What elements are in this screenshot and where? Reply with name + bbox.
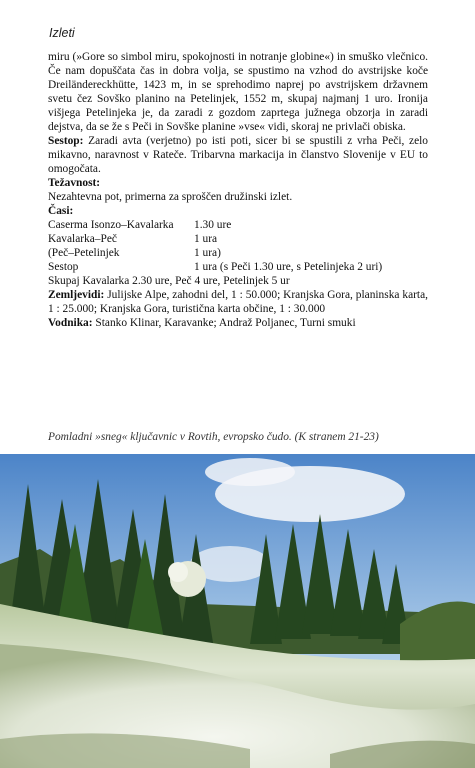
- time-place: Kavalarka–Peč: [48, 233, 117, 245]
- sestop-text: Zaradi avta (verjetno) po isti poti, sicer bi se spustili z vrha Peči, zelo mikavno, naravnost v Rateče. Tribarvna markacija in članstvo Slovenije v EU to omogočata.: [48, 135, 428, 175]
- vodnika-text: Stanko Klinar, Karavanke; Andraž Poljanec, Turni smuki: [92, 317, 356, 329]
- photo-caption: Pomladni »sneg« ključavnic v Rovtih, evropsko čudo. (K stranem 21-23): [48, 431, 379, 443]
- times-table: [48, 218, 428, 288]
- zemljevidi-text: Julijske Alpe, zahodni del, 1 : 50.000; Kranjska Gora, planinska karta, 1 : 25.000; Kranjska Gora, turistična karta občine, 1 : 30.000: [48, 289, 428, 315]
- sestop-label: Sestop:: [48, 135, 84, 147]
- time-row: [48, 232, 428, 246]
- times-total: Skupaj Kavalarka 2.30 ure, Peč 4 ure, Petelinjek 5 ur: [48, 275, 290, 287]
- meadow-photo: [0, 454, 475, 768]
- zemljevidi-label: Zemljevidi:: [48, 289, 105, 301]
- time-place: Caserma Isonzo–Kavalarka: [48, 219, 174, 231]
- time-duration: 1.30 ure: [194, 219, 232, 231]
- zemljevidi-section: [48, 288, 428, 316]
- time-place: (Peč–Petelinjek: [48, 247, 120, 259]
- casi-heading: Časi:: [48, 205, 74, 217]
- time-duration: 1 ura: [194, 233, 218, 245]
- time-duration: 1 ura (s Peči 1.30 ure, s Petelinjeka 2 uri): [194, 261, 383, 273]
- tezavnost-text: Nezahtevna pot, primerna za sproščen družinski izlet.: [48, 191, 293, 203]
- running-header: Izleti: [49, 26, 75, 40]
- vodnika-section: [48, 316, 428, 330]
- time-row: [48, 260, 428, 274]
- time-row: [48, 246, 428, 260]
- time-row: [48, 218, 428, 232]
- main-text: [48, 50, 428, 330]
- time-place: Sestop: [48, 261, 79, 273]
- tezavnost-heading: Težavnost:: [48, 177, 101, 189]
- intro-paragraph: miru (»Gore so simbol miru, spokojnosti in notranje globine«) in smuško vlečnico. Če nam dopuščata čas in dobra volja, se spustimo na vzhod do avstrijske koče Dreiländereckhütte, 1423 m, in se sprehodimo naprej po avstrijskem državnem svetu čez Sovško planino na Petelinjek, 1552 m, skupaj najmanj 1 uro. Ironija višjega Petelinjeka je, da zaradi z gozdom zaprtega južnega obzorja in zaradi dejstva, da se že s Peči in Sovške planine »vse« vidi, skoraj ne privlači obiska.: [48, 51, 428, 133]
- vodnika-label: Vodnika:: [48, 317, 93, 329]
- sestop-section: [48, 134, 428, 176]
- time-duration: 1 ura): [194, 247, 221, 259]
